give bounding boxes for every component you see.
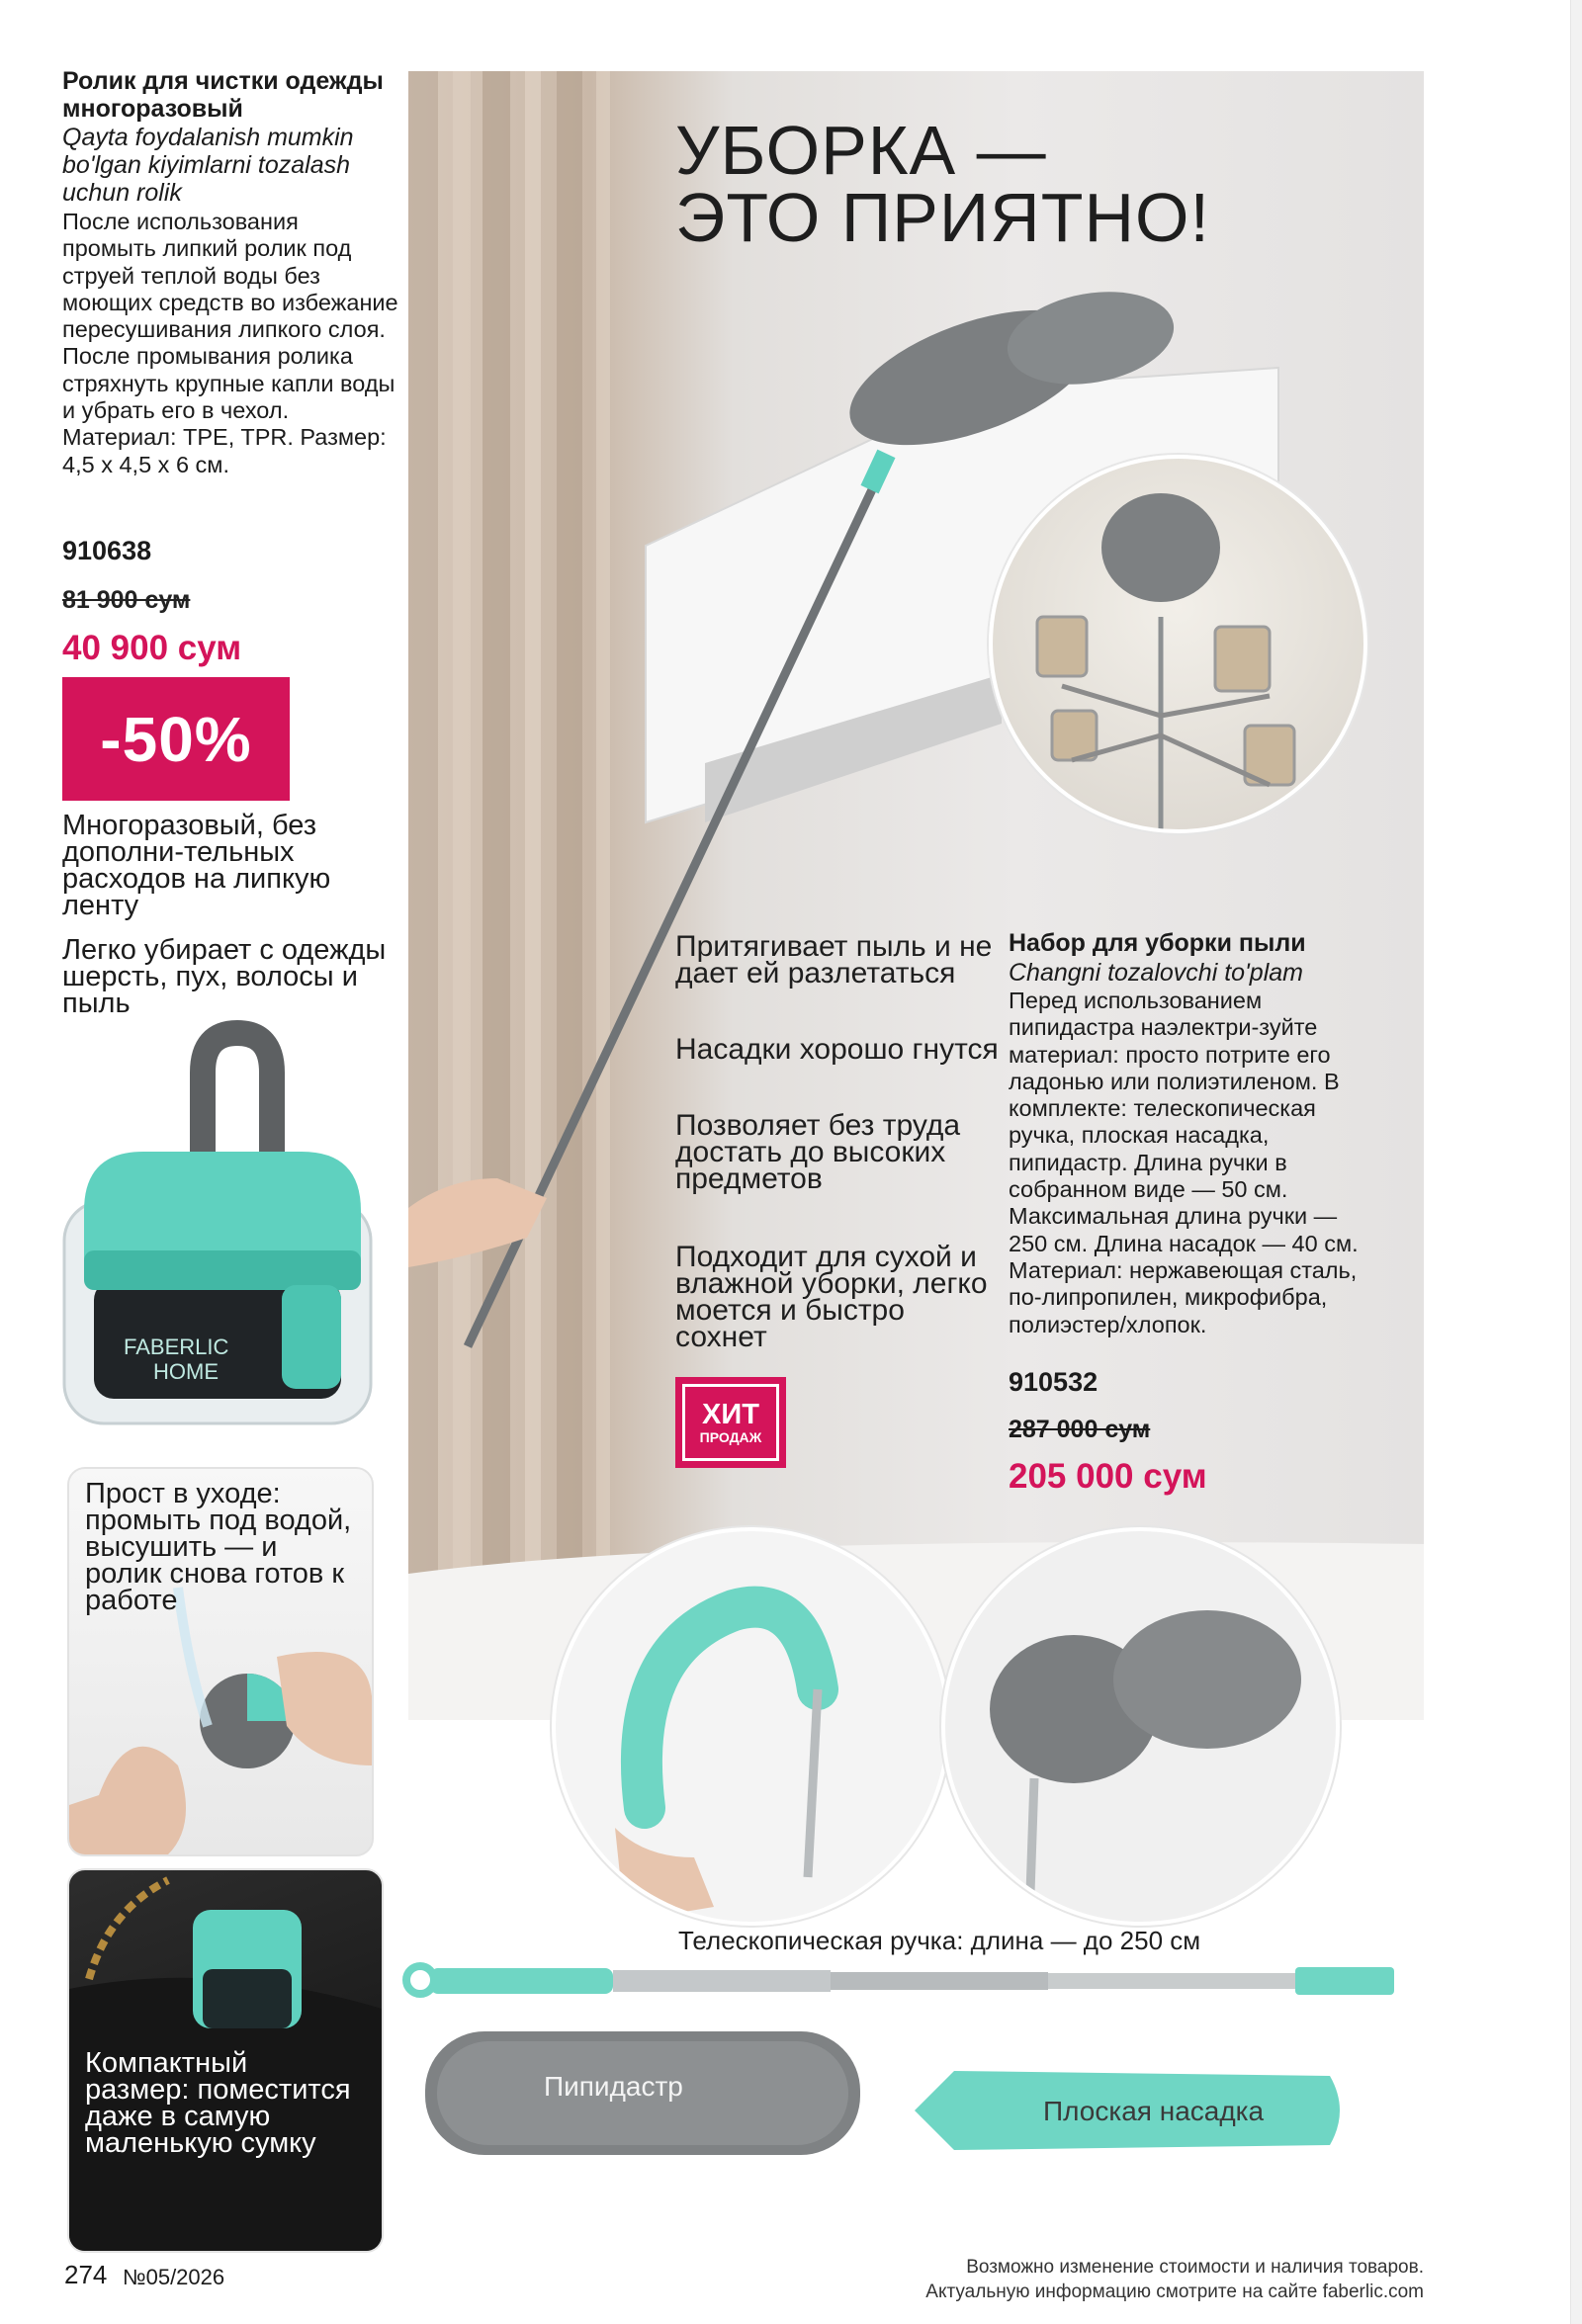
hero-feature-attracts: Притягивает пыль и не дает ей разлетаться bbox=[675, 930, 993, 990]
kit-description: Перед использованием пипидастра наэлектри-зуйте материал: просто потрите его ладонью или полиэтиленом. В комплекте: телескопическая ручка, плоская насадка, пипидастр. Длина ручки в собранном виде — 50 см. Максимальная длина ручки — 250 см. Длина насадок — 40 см. Материал: нержавеющая сталь, по-липропилен, микрофибра, полиэстер/хлопок. bbox=[1009, 988, 1359, 1337]
issue-number: №05/2026 bbox=[123, 2265, 225, 2289]
roller-product-image bbox=[54, 1013, 386, 1428]
pipidastr-label: Пипидастр bbox=[544, 2071, 683, 2102]
kit-sku: 910532 bbox=[1009, 1367, 1099, 1397]
pipidastr-part bbox=[425, 2022, 870, 2160]
hero-title-line2: ЭТО ПРИЯТНО! bbox=[675, 179, 1210, 256]
kit-title: Набор для уборки пыли bbox=[1009, 929, 1306, 957]
handle-label: Телескопическая ручка: длина — до 250 см bbox=[678, 1926, 1201, 1955]
roller-feature-reusable: Многоразовый, без дополни-тельных расходов на липкую ленту bbox=[62, 810, 331, 921]
duster-bent-circle-photo bbox=[941, 1527, 1340, 1926]
brand-home: HOME bbox=[153, 1359, 219, 1384]
telescopic-handle-image bbox=[400, 1952, 1399, 2007]
bestseller-badge bbox=[675, 1377, 786, 1468]
roller-new-price: 40 900 сум bbox=[62, 629, 242, 667]
roller-title: Ролик для чистки одежды многоразовый bbox=[62, 67, 384, 123]
card-compact bbox=[67, 1868, 384, 2253]
roller-title-uz: Qayta foydalanish mumkin bo'lgan kiyimlarni tozalash uchun rolik bbox=[62, 124, 354, 207]
hero-photo bbox=[408, 71, 1424, 1720]
roller-description: После использования промыть липкий ролик под струей теплой воды без моющих средств во избежание пересушивания липкого слоя. После промывания ролика стряхнуть крупные капли воды и убрать его в чехол. Материал: TPE, TPR. Размер: 4,5 х 4,5 х 6 см. bbox=[62, 209, 398, 477]
kit-title-uz: Changni tozalovchi to'plam bbox=[1009, 959, 1303, 987]
page-edge bbox=[1570, 0, 1582, 2324]
roller-old-price: 81 900 сум bbox=[62, 586, 191, 614]
card-easy-care-text: Прост в уходе: промыть под водой, высушить — и ролик снова готов к работе bbox=[85, 1478, 352, 1616]
hero-title bbox=[675, 112, 1210, 256]
flat-attachment-circle-photo bbox=[552, 1527, 950, 1926]
roller-sku: 910638 bbox=[62, 536, 152, 565]
chandelier-circle-photo bbox=[989, 455, 1367, 833]
hero-feature-bends: Насадки хорошо гнутся bbox=[675, 1033, 999, 1066]
bestseller-badge-big: ХИТ bbox=[702, 1399, 759, 1430]
hero-feature-reach: Позволяет без труда достать до высоких предметов bbox=[675, 1109, 961, 1195]
page-number: 274 bbox=[64, 2260, 108, 2289]
footer-disclaimer bbox=[751, 2255, 1424, 2304]
roller-feature-cleans: Легко убирает с одежды шерсть, пух, волосы и пыль bbox=[62, 934, 387, 1019]
kit-new-price: 205 000 сум bbox=[1009, 1457, 1207, 1496]
hero-title-line1: УБОРКА — bbox=[675, 112, 1047, 189]
card-compact-text: Компактный размер: поместится даже в самую маленькую сумку bbox=[85, 2047, 351, 2159]
kit-old-price: 287 000 сум bbox=[1009, 1416, 1151, 1443]
discount-badge: -50% bbox=[62, 677, 290, 801]
flat-attachment-label: Плоская насадка bbox=[1043, 2096, 1265, 2126]
bestseller-badge-small: ПРОДАЖ bbox=[699, 1429, 762, 1445]
footer-disclaimer-line1: Возможно изменение стоимости и наличия товаров. bbox=[966, 2257, 1424, 2278]
footer-disclaimer-line2: Актуальную информацию смотрите на сайте faberlic.com bbox=[925, 2281, 1424, 2302]
brand-faberlic: FABERLIC bbox=[124, 1334, 229, 1359]
hero-feature-wet-dry: Подходит для сухой и влажной уборки, легко моется и быстро сохнет bbox=[675, 1241, 988, 1353]
card-easy-care bbox=[67, 1467, 374, 1856]
flat-attachment-part bbox=[915, 2051, 1350, 2170]
